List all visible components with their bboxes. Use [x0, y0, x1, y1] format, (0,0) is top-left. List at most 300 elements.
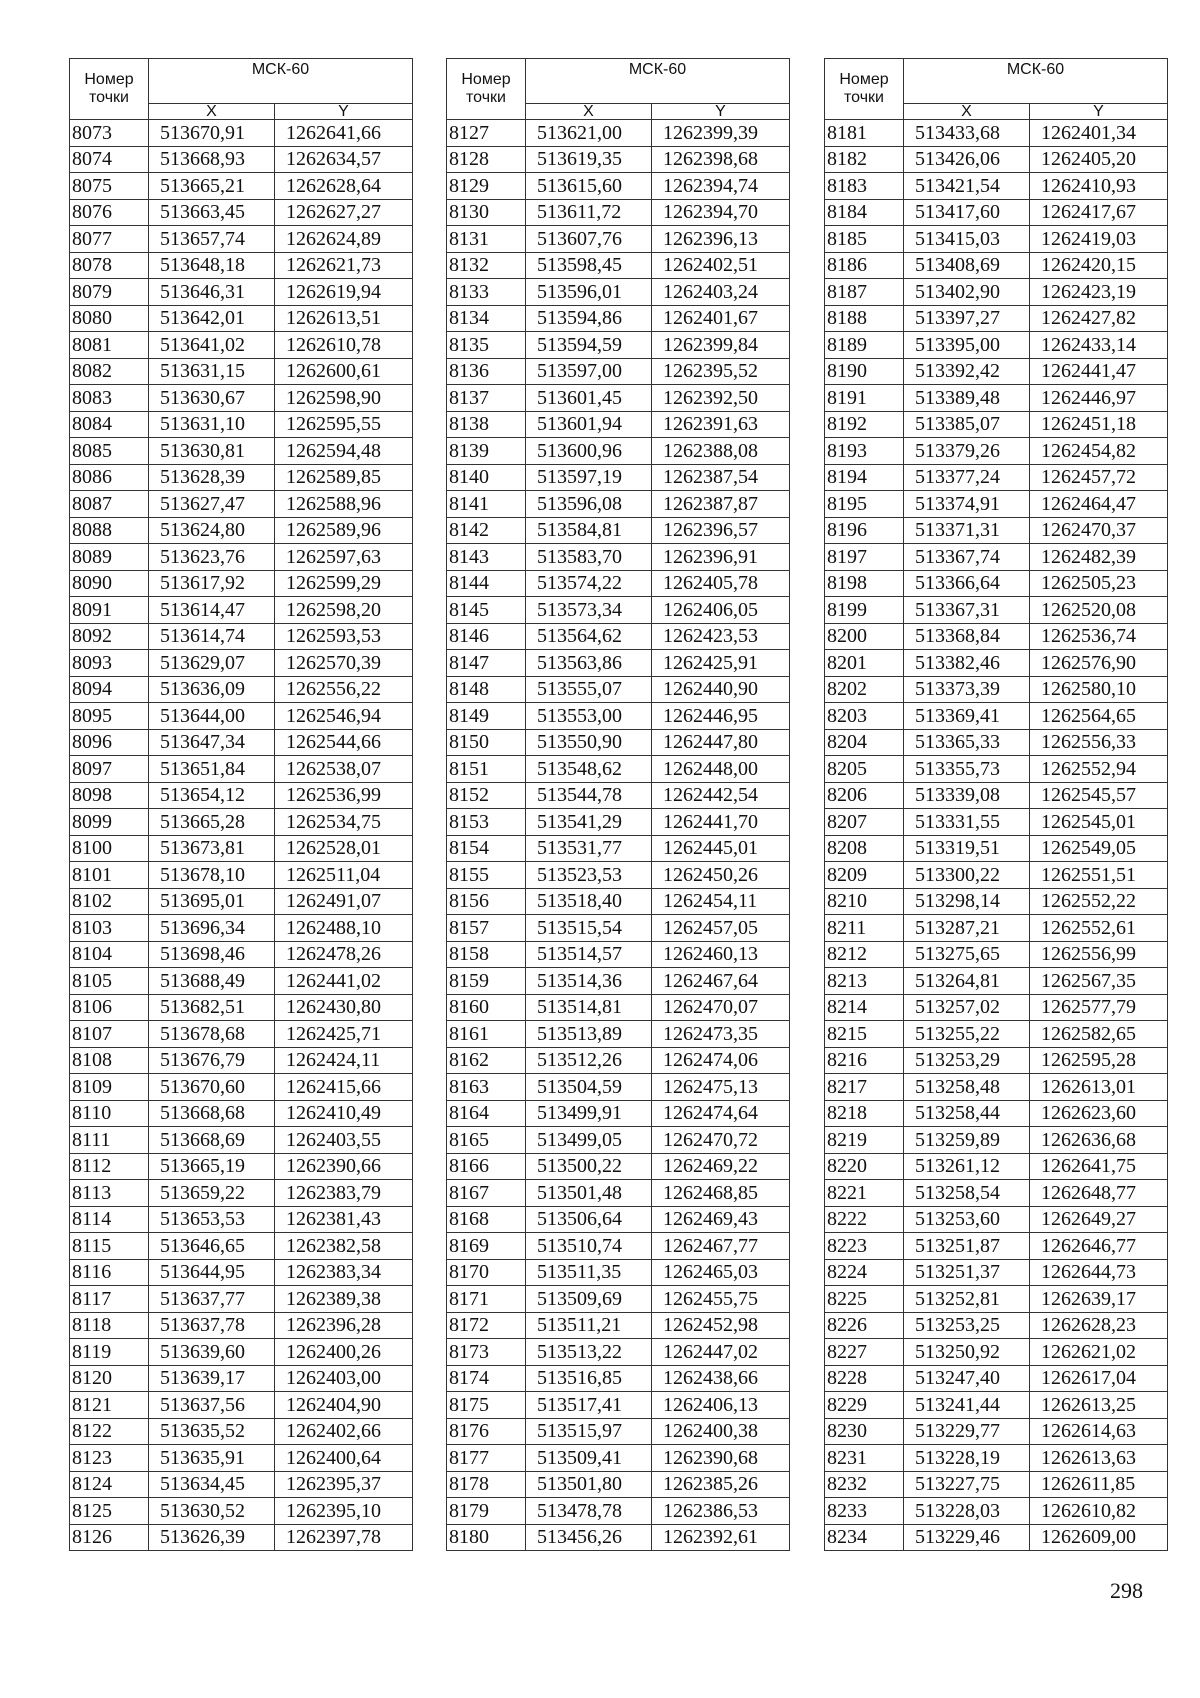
point-number-cell: 8140 [447, 464, 526, 491]
y-coordinate-cell: 1262609,00 [1030, 1524, 1168, 1551]
y-coordinate-cell: 1262465,03 [652, 1259, 790, 1286]
x-coordinate-cell: 513614,47 [149, 597, 275, 624]
table-row [825, 1233, 1168, 1260]
y-coordinate-cell: 1262387,87 [652, 491, 790, 518]
x-coordinate-cell: 513261,12 [904, 1153, 1030, 1180]
y-coordinate-cell: 1262452,98 [652, 1312, 790, 1339]
table-row [825, 517, 1168, 544]
y-coordinate-cell: 1262469,22 [652, 1153, 790, 1180]
point-number-cell: 8180 [447, 1524, 526, 1551]
point-number-cell: 8160 [447, 994, 526, 1021]
table-row [70, 1206, 413, 1233]
y-coordinate-cell: 1262385,26 [652, 1471, 790, 1498]
coordinate-system-header: МСК-60 [904, 59, 1168, 104]
table-row [447, 1206, 790, 1233]
y-coordinate-cell: 1262394,70 [652, 199, 790, 226]
x-coordinate-cell: 513665,28 [149, 809, 275, 836]
x-coordinate-cell: 513553,00 [526, 703, 652, 730]
point-number-cell: 8080 [70, 305, 149, 332]
table-row [447, 120, 790, 147]
table-row [70, 199, 413, 226]
point-number-cell: 8078 [70, 252, 149, 279]
table-row [70, 1339, 413, 1366]
table-row [825, 411, 1168, 438]
page-number: 298 [1110, 1578, 1143, 1603]
x-coordinate-cell: 513501,80 [526, 1471, 652, 1498]
y-coordinate-cell: 1262446,95 [652, 703, 790, 730]
table-row [447, 1127, 790, 1154]
x-header: X [904, 104, 1030, 120]
table-row [447, 1339, 790, 1366]
table-row [447, 411, 790, 438]
table-row [447, 650, 790, 677]
y-coordinate-cell: 1262577,79 [1030, 994, 1168, 1021]
point-number-cell: 8201 [825, 650, 904, 677]
point-number-cell: 8092 [70, 623, 149, 650]
table-row [70, 1074, 413, 1101]
y-coordinate-cell: 1262636,68 [1030, 1127, 1168, 1154]
y-coordinate-cell: 1262420,15 [1030, 252, 1168, 279]
y-coordinate-cell: 1262595,28 [1030, 1047, 1168, 1074]
point-number-cell: 8084 [70, 411, 149, 438]
y-coordinate-cell: 1262564,65 [1030, 703, 1168, 730]
table-row [825, 226, 1168, 253]
y-coordinate-cell: 1262639,17 [1030, 1286, 1168, 1313]
y-coordinate-cell: 1262447,02 [652, 1339, 790, 1366]
x-coordinate-cell: 513511,21 [526, 1312, 652, 1339]
y-coordinate-cell: 1262646,77 [1030, 1233, 1168, 1260]
table-row [825, 1074, 1168, 1101]
x-coordinate-cell: 513631,10 [149, 411, 275, 438]
y-coordinate-cell: 1262491,07 [275, 888, 413, 915]
y-header: Y [1030, 104, 1168, 120]
point-number-cell: 8155 [447, 862, 526, 889]
table-row [825, 650, 1168, 677]
table-row [447, 1100, 790, 1127]
table-row [70, 173, 413, 200]
x-coordinate-cell: 513600,96 [526, 438, 652, 465]
y-coordinate-cell: 1262621,02 [1030, 1339, 1168, 1366]
y-coordinate-cell: 1262403,00 [275, 1365, 413, 1392]
table-row [70, 1392, 413, 1419]
point-number-cell: 8229 [825, 1392, 904, 1419]
y-coordinate-cell: 1262394,74 [652, 173, 790, 200]
x-coordinate-cell: 513298,14 [904, 888, 1030, 915]
y-coordinate-cell: 1262546,94 [275, 703, 413, 730]
table-row [447, 544, 790, 571]
point-number-cell: 8200 [825, 623, 904, 650]
table-row [447, 1074, 790, 1101]
table-row [70, 1418, 413, 1445]
table-row [70, 120, 413, 147]
x-coordinate-cell: 513597,19 [526, 464, 652, 491]
table-row [70, 729, 413, 756]
table-row [447, 438, 790, 465]
point-number-cell: 8132 [447, 252, 526, 279]
point-number-cell: 8191 [825, 385, 904, 412]
x-coordinate-cell: 513637,77 [149, 1286, 275, 1313]
y-coordinate-cell: 1262570,39 [275, 650, 413, 677]
point-number-cell: 8210 [825, 888, 904, 915]
point-number-cell: 8099 [70, 809, 149, 836]
y-coordinate-cell: 1262395,37 [275, 1471, 413, 1498]
x-coordinate-cell: 513402,90 [904, 279, 1030, 306]
y-coordinate-cell: 1262627,27 [275, 199, 413, 226]
y-coordinate-cell: 1262624,89 [275, 226, 413, 253]
point-number-cell: 8190 [825, 358, 904, 385]
table-row [447, 1259, 790, 1286]
y-coordinate-cell: 1262403,24 [652, 279, 790, 306]
x-coordinate-cell: 513621,00 [526, 120, 652, 147]
point-number-cell: 8230 [825, 1418, 904, 1445]
table-row [70, 1498, 413, 1525]
y-coordinate-cell: 1262469,43 [652, 1206, 790, 1233]
table-row [447, 968, 790, 995]
table-row [825, 1153, 1168, 1180]
table-row [825, 1100, 1168, 1127]
table-row [825, 809, 1168, 836]
y-coordinate-cell: 1262406,13 [652, 1392, 790, 1419]
table-row [825, 994, 1168, 1021]
table-row [447, 1047, 790, 1074]
y-coordinate-cell: 1262451,18 [1030, 411, 1168, 438]
x-coordinate-cell: 513250,92 [904, 1339, 1030, 1366]
table-row [447, 385, 790, 412]
point-number-cell: 8131 [447, 226, 526, 253]
point-number-cell: 8113 [70, 1180, 149, 1207]
point-number-cell: 8185 [825, 226, 904, 253]
point-number-cell: 8142 [447, 517, 526, 544]
y-coordinate-cell: 1262474,64 [652, 1100, 790, 1127]
table-row [447, 1498, 790, 1525]
table-row [70, 517, 413, 544]
x-coordinate-cell: 513670,60 [149, 1074, 275, 1101]
point-number-cell: 8089 [70, 544, 149, 571]
y-coordinate-cell: 1262634,57 [275, 146, 413, 173]
x-coordinate-cell: 513523,53 [526, 862, 652, 889]
point-number-header: Номер точки [447, 59, 526, 120]
point-number-cell: 8166 [447, 1153, 526, 1180]
point-number-cell: 8077 [70, 226, 149, 253]
table-row [825, 1498, 1168, 1525]
point-number-cell: 8227 [825, 1339, 904, 1366]
y-coordinate-cell: 1262644,73 [1030, 1259, 1168, 1286]
point-number-cell: 8117 [70, 1286, 149, 1313]
y-coordinate-cell: 1262448,00 [652, 756, 790, 783]
point-number-cell: 8148 [447, 676, 526, 703]
point-number-cell: 8213 [825, 968, 904, 995]
x-coordinate-cell: 513275,65 [904, 941, 1030, 968]
table-row [825, 1445, 1168, 1472]
y-coordinate-cell: 1262613,01 [1030, 1074, 1168, 1101]
table-row [447, 1233, 790, 1260]
x-coordinate-cell: 513227,75 [904, 1471, 1030, 1498]
point-number-cell: 8158 [447, 941, 526, 968]
y-coordinate-cell: 1262470,07 [652, 994, 790, 1021]
x-coordinate-cell: 513377,24 [904, 464, 1030, 491]
x-coordinate-cell: 513241,44 [904, 1392, 1030, 1419]
table-row [70, 915, 413, 942]
x-coordinate-cell: 513408,69 [904, 252, 1030, 279]
y-coordinate-cell: 1262593,53 [275, 623, 413, 650]
y-coordinate-cell: 1262641,75 [1030, 1153, 1168, 1180]
point-number-cell: 8115 [70, 1233, 149, 1260]
y-coordinate-cell: 1262396,57 [652, 517, 790, 544]
table-row [447, 252, 790, 279]
x-coordinate-cell: 513550,90 [526, 729, 652, 756]
point-number-cell: 8111 [70, 1127, 149, 1154]
point-number-cell: 8161 [447, 1021, 526, 1048]
x-coordinate-cell: 513258,48 [904, 1074, 1030, 1101]
x-coordinate-cell: 513229,77 [904, 1418, 1030, 1445]
table-row [70, 703, 413, 730]
point-number-cell: 8179 [447, 1498, 526, 1525]
y-coordinate-cell: 1262628,23 [1030, 1312, 1168, 1339]
table-row [825, 279, 1168, 306]
point-number-cell: 8093 [70, 650, 149, 677]
x-coordinate-cell: 513300,22 [904, 862, 1030, 889]
y-coordinate-cell: 1262482,39 [1030, 544, 1168, 571]
point-number-cell: 8203 [825, 703, 904, 730]
point-number-cell: 8195 [825, 491, 904, 518]
table-body [447, 120, 790, 1551]
x-coordinate-cell: 513614,74 [149, 623, 275, 650]
table-row [825, 623, 1168, 650]
x-coordinate-cell: 513367,74 [904, 544, 1030, 571]
point-number-cell: 8217 [825, 1074, 904, 1101]
x-coordinate-cell: 513630,52 [149, 1498, 275, 1525]
y-coordinate-cell: 1262424,11 [275, 1047, 413, 1074]
table-row [70, 332, 413, 359]
x-coordinate-cell: 513637,56 [149, 1392, 275, 1419]
point-number-cell: 8149 [447, 703, 526, 730]
table-row [447, 1021, 790, 1048]
point-number-cell: 8214 [825, 994, 904, 1021]
point-number-cell: 8234 [825, 1524, 904, 1551]
table-row [70, 1100, 413, 1127]
point-number-cell: 8186 [825, 252, 904, 279]
y-coordinate-cell: 1262595,55 [275, 411, 413, 438]
table-row [70, 968, 413, 995]
x-coordinate-cell: 513651,84 [149, 756, 275, 783]
x-coordinate-cell: 513644,00 [149, 703, 275, 730]
table-row [825, 332, 1168, 359]
x-coordinate-cell: 513653,53 [149, 1206, 275, 1233]
x-coordinate-cell: 513531,77 [526, 835, 652, 862]
x-coordinate-cell: 513251,37 [904, 1259, 1030, 1286]
x-coordinate-cell: 513541,29 [526, 809, 652, 836]
table-row [70, 1445, 413, 1472]
y-coordinate-cell: 1262390,68 [652, 1445, 790, 1472]
y-coordinate-cell: 1262423,53 [652, 623, 790, 650]
table-row [825, 1206, 1168, 1233]
x-coordinate-cell: 513563,86 [526, 650, 652, 677]
table-row [447, 994, 790, 1021]
point-number-cell: 8162 [447, 1047, 526, 1074]
point-number-cell: 8110 [70, 1100, 149, 1127]
point-number-cell: 8135 [447, 332, 526, 359]
table-row [447, 782, 790, 809]
coordinates-table-3 [824, 58, 1168, 1551]
point-number-cell: 8194 [825, 464, 904, 491]
y-coordinate-cell: 1262460,13 [652, 941, 790, 968]
y-coordinate-cell: 1262404,90 [275, 1392, 413, 1419]
y-coordinate-cell: 1262405,20 [1030, 146, 1168, 173]
point-number-cell: 8122 [70, 1418, 149, 1445]
table-row [70, 888, 413, 915]
table-row [825, 1392, 1168, 1419]
x-coordinate-cell: 513611,72 [526, 199, 652, 226]
x-coordinate-cell: 513339,08 [904, 782, 1030, 809]
table-row [70, 809, 413, 836]
y-coordinate-cell: 1262445,01 [652, 835, 790, 862]
table-row [70, 756, 413, 783]
x-coordinate-cell: 513668,93 [149, 146, 275, 173]
table-row [825, 756, 1168, 783]
x-coordinate-cell: 513499,91 [526, 1100, 652, 1127]
point-number-cell: 8206 [825, 782, 904, 809]
y-coordinate-cell: 1262610,78 [275, 332, 413, 359]
point-number-cell: 8159 [447, 968, 526, 995]
table-row [70, 1471, 413, 1498]
table-row [447, 1286, 790, 1313]
x-coordinate-cell: 513698,46 [149, 941, 275, 968]
point-number-cell: 8112 [70, 1153, 149, 1180]
x-coordinate-cell: 513514,57 [526, 941, 652, 968]
table-row [70, 464, 413, 491]
x-coordinate-cell: 513258,54 [904, 1180, 1030, 1207]
point-number-cell: 8223 [825, 1233, 904, 1260]
y-coordinate-cell: 1262454,11 [652, 888, 790, 915]
y-coordinate-cell: 1262552,61 [1030, 915, 1168, 942]
table-row [447, 941, 790, 968]
point-number-cell: 8204 [825, 729, 904, 756]
y-coordinate-cell: 1262613,63 [1030, 1445, 1168, 1472]
y-coordinate-cell: 1262468,85 [652, 1180, 790, 1207]
x-coordinate-cell: 513500,22 [526, 1153, 652, 1180]
point-number-cell: 8222 [825, 1206, 904, 1233]
point-number-cell: 8173 [447, 1339, 526, 1366]
point-number-cell: 8116 [70, 1259, 149, 1286]
x-coordinate-cell: 513504,59 [526, 1074, 652, 1101]
x-coordinate-cell: 513515,97 [526, 1418, 652, 1445]
table-row [825, 544, 1168, 571]
y-coordinate-cell: 1262576,90 [1030, 650, 1168, 677]
point-number-cell: 8095 [70, 703, 149, 730]
x-coordinate-cell: 513678,68 [149, 1021, 275, 1048]
point-number-cell: 8175 [447, 1392, 526, 1419]
table-row [70, 650, 413, 677]
x-coordinate-cell: 513657,74 [149, 226, 275, 253]
table-row [70, 1153, 413, 1180]
coordinates-table-2 [446, 58, 790, 1551]
point-number-cell: 8120 [70, 1365, 149, 1392]
x-coordinate-cell: 513628,39 [149, 464, 275, 491]
table-row [447, 226, 790, 253]
x-coordinate-cell: 513369,41 [904, 703, 1030, 730]
x-coordinate-cell: 513594,59 [526, 332, 652, 359]
x-coordinate-cell: 513637,78 [149, 1312, 275, 1339]
x-coordinate-cell: 513253,25 [904, 1312, 1030, 1339]
x-coordinate-cell: 513518,40 [526, 888, 652, 915]
table-row [70, 862, 413, 889]
table-row [70, 252, 413, 279]
y-coordinate-cell: 1262396,28 [275, 1312, 413, 1339]
point-number-cell: 8141 [447, 491, 526, 518]
x-coordinate-cell: 513368,84 [904, 623, 1030, 650]
point-number-cell: 8216 [825, 1047, 904, 1074]
x-coordinate-cell: 513665,19 [149, 1153, 275, 1180]
y-coordinate-cell: 1262623,60 [1030, 1100, 1168, 1127]
point-number-cell: 8196 [825, 517, 904, 544]
x-coordinate-cell: 513673,81 [149, 835, 275, 862]
x-coordinate-cell: 513509,69 [526, 1286, 652, 1313]
x-coordinate-cell: 513635,52 [149, 1418, 275, 1445]
point-number-cell: 8133 [447, 279, 526, 306]
x-coordinate-cell: 513639,60 [149, 1339, 275, 1366]
y-coordinate-cell: 1262594,48 [275, 438, 413, 465]
point-number-cell: 8193 [825, 438, 904, 465]
x-coordinate-cell: 513319,51 [904, 835, 1030, 862]
y-coordinate-cell: 1262396,91 [652, 544, 790, 571]
table-row [70, 1127, 413, 1154]
point-number-cell: 8075 [70, 173, 149, 200]
x-coordinate-cell: 513395,00 [904, 332, 1030, 359]
table-row [825, 491, 1168, 518]
table-row [825, 1312, 1168, 1339]
table-row [70, 279, 413, 306]
point-number-cell: 8189 [825, 332, 904, 359]
x-coordinate-cell: 513257,02 [904, 994, 1030, 1021]
x-coordinate-cell: 513594,86 [526, 305, 652, 332]
table-row [447, 279, 790, 306]
point-number-cell: 8197 [825, 544, 904, 571]
x-coordinate-cell: 513598,45 [526, 252, 652, 279]
point-number-cell: 8183 [825, 173, 904, 200]
table-row [825, 146, 1168, 173]
table-row [447, 756, 790, 783]
point-number-cell: 8202 [825, 676, 904, 703]
table-row [825, 1365, 1168, 1392]
point-number-cell: 8215 [825, 1021, 904, 1048]
table-row [70, 994, 413, 1021]
y-coordinate-cell: 1262641,66 [275, 120, 413, 147]
y-coordinate-cell: 1262470,72 [652, 1127, 790, 1154]
point-number-cell: 8151 [447, 756, 526, 783]
table-body [70, 120, 413, 1551]
table-row [70, 835, 413, 862]
y-coordinate-cell: 1262403,55 [275, 1127, 413, 1154]
point-number-cell: 8136 [447, 358, 526, 385]
y-coordinate-cell: 1262552,22 [1030, 888, 1168, 915]
point-number-cell: 8096 [70, 729, 149, 756]
table-row [70, 385, 413, 412]
x-coordinate-cell: 513644,95 [149, 1259, 275, 1286]
x-coordinate-cell: 513229,46 [904, 1524, 1030, 1551]
point-number-cell: 8209 [825, 862, 904, 889]
x-coordinate-cell: 513366,64 [904, 570, 1030, 597]
table-row [447, 464, 790, 491]
y-coordinate-cell: 1262551,51 [1030, 862, 1168, 889]
y-coordinate-cell: 1262580,10 [1030, 676, 1168, 703]
point-number-cell: 8088 [70, 517, 149, 544]
point-number-cell: 8118 [70, 1312, 149, 1339]
y-coordinate-cell: 1262399,84 [652, 332, 790, 359]
table-row [825, 862, 1168, 889]
point-number-cell: 8220 [825, 1153, 904, 1180]
x-coordinate-cell: 513696,34 [149, 915, 275, 942]
table-row [447, 835, 790, 862]
